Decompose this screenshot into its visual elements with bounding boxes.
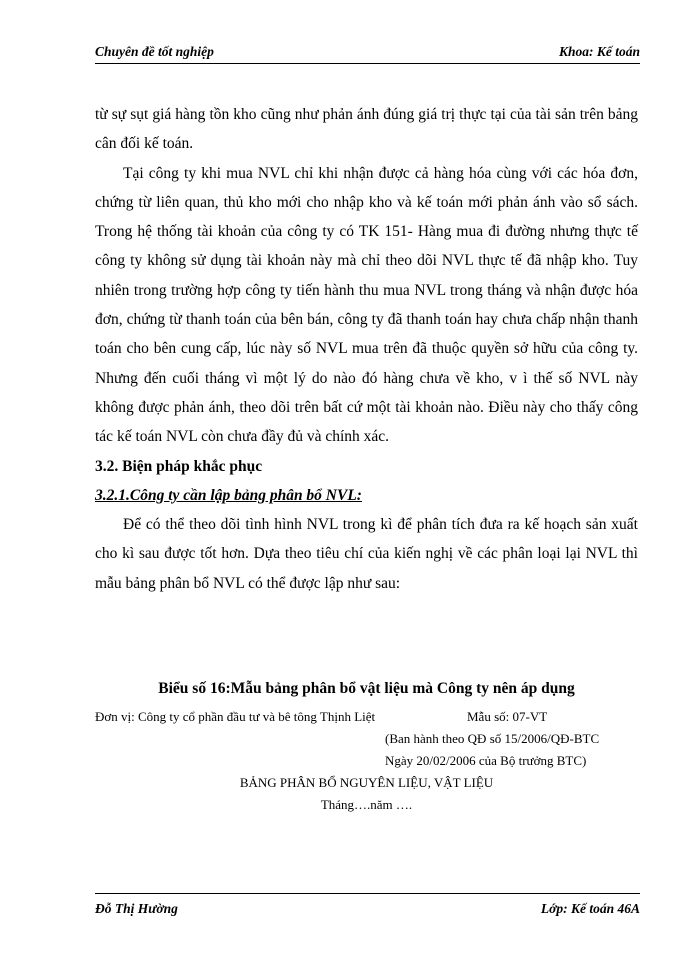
form-issued-by: (Ban hành theo QĐ số 15/2006/QĐ-BTC (385, 731, 600, 746)
header-right-title: Khoa: Kế toán (558, 44, 640, 59)
form-table-title: BẢNG PHÂN BỔ NGUYÊN LIỆU, VẬT LIỆU (239, 775, 494, 790)
subsection-paragraph: Để có thể theo dõi tình hình NVL trong kì để phân tích đưa ra kế hoạch sản xuất cho kì sau được tốt hơn. Dựa theo tiêu chí của kiến nghị về các phân loại lại NVL thì mẫu bảng phân bổ NVL có thể được lập như sau: (95, 516, 638, 592)
section-heading: 3.2. Biện pháp khắc phục (95, 457, 263, 475)
paragraph-2: Tại công ty khi mua NVL chỉ khi nhận được cả hàng hóa cùng với các hóa đơn, chứng từ liên quan, thủ kho mới cho nhập kho và kế toán mới phản ánh vào sổ sách. Trong hệ thống tài khoản của công ty có TK 151- Hàng mua đi đường nhưng thực tế công ty không sử dụng tài khoản này mà chỉ theo dõi NVL thực tế đã nhập kho. Tuy nhiên trong trường hợp công ty tiến hành thu mua NVL trong tháng và nhận được hóa đơn, chứng từ thanh toán của bên bán, công ty đã thanh toán hay chưa chấp nhận thanh toán cho bên cung cấp, lúc này số NVL mua trên đã thuộc quyền sở hữu của công ty. Nhưng đến cuối tháng vì một lý do nào đó hàng chưa về kho, v ì thế số NVL này không được phản ánh, theo dõi trên bất cứ một tài khoản nào. Điều này cho thấy công tác kế toán NVL còn chưa đầy đủ và chính xác. (95, 164, 638, 446)
form-issued-row (95, 728, 638, 750)
form-period: Tháng….năm …. (320, 797, 413, 812)
document-body (95, 100, 638, 598)
header-rule (95, 63, 640, 64)
form-template-number: Mẫu số: 07-VT (467, 709, 548, 724)
form-table-title-row (95, 772, 638, 794)
footer-class: Lớp: Kế toán 46A (540, 901, 640, 916)
form-issued-date: Ngày 20/02/2006 của Bộ trưởng BTC) (385, 753, 587, 768)
form-block (95, 680, 638, 816)
form-unit: Đơn vị: Công ty cổ phần đầu tư và bê tông Thịnh Liệt (95, 709, 376, 724)
paragraph-1: từ sự sụt giá hàng tồn kho cũng như phản ánh đúng giá trị thực tại của tài sản trên bảng cân đối kế toán. (95, 106, 638, 153)
form-date-row (95, 750, 638, 772)
subsection-heading: 3.2.1.Công ty cần lập bảng phân bổ NVL: (95, 486, 362, 504)
form-period-row (95, 794, 638, 816)
form-unit-row (95, 706, 638, 728)
header-left-title: Chuyên đề tốt nghiệp (95, 44, 214, 59)
form-title: Biểu số 16:Mẫu bảng phân bổ vật liệu mà Công ty nên áp dụng (158, 680, 575, 697)
page-header (95, 44, 640, 62)
footer-author: Đỗ Thị Hường (95, 901, 178, 916)
page-footer (95, 901, 640, 919)
footer-rule (95, 893, 640, 894)
